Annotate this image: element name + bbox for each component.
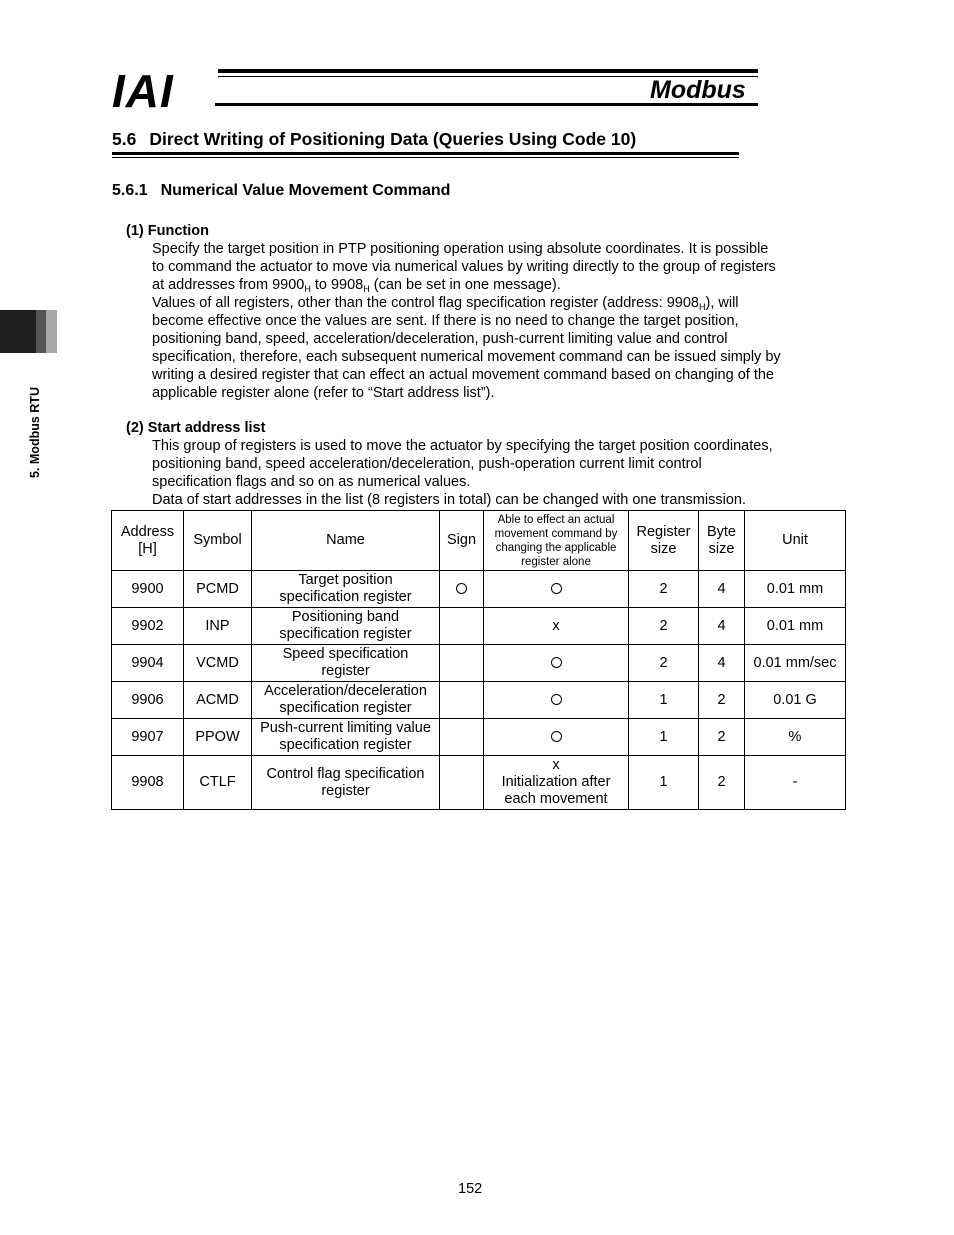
text-line: Values of all registers, other than the control flag specification register (address: $9908_H$), will	[152, 295, 739, 312]
cell-sign	[440, 682, 484, 719]
cell-symbol: INP	[184, 608, 252, 645]
cell-name: Acceleration/deceleration specification register	[252, 682, 440, 719]
table-row	[112, 645, 846, 682]
cell-sign	[440, 645, 484, 682]
cell-symbol: PPOW	[184, 719, 252, 756]
cell-address: 9904	[112, 645, 184, 682]
cell-address: 9907	[112, 719, 184, 756]
circle-icon	[551, 731, 562, 742]
section-rule	[112, 152, 739, 155]
function-paragraph	[152, 240, 842, 402]
table-row	[112, 571, 846, 608]
cell-address: 9908	[112, 756, 184, 810]
cell-register-size: 1	[629, 682, 699, 719]
circle-icon	[551, 694, 562, 705]
cell-symbol: ACMD	[184, 682, 252, 719]
cell-byte-size: 4	[699, 571, 745, 608]
cell-able	[484, 719, 629, 756]
cell-able	[484, 571, 629, 608]
table-row	[112, 756, 846, 810]
cell-unit: 0.01 G	[745, 682, 846, 719]
page-number: 152	[458, 1181, 483, 1197]
cell-sign	[440, 608, 484, 645]
start-list-paragraph	[152, 437, 842, 509]
function-heading-text: Function	[147, 223, 209, 239]
doc-title: Modbus	[650, 76, 746, 104]
cell-name: Control flag specification register	[252, 756, 440, 810]
subsection-title-text: Numerical Value Movement Command	[160, 182, 451, 199]
text-line: become effective once the values are sent. If there is no need to change the target position,	[152, 313, 739, 329]
table-header-row	[112, 511, 846, 571]
cell-sign	[440, 756, 484, 810]
cell-byte-size: 2	[699, 756, 745, 810]
iai-logo: IAI	[112, 65, 174, 117]
header-name: Name	[252, 511, 440, 571]
start-list-heading-text: Start address list	[147, 420, 266, 436]
cell-register-size: 2	[629, 608, 699, 645]
text-line: positioning band, speed acceleration/deceleration, push-operation current limit control	[152, 456, 702, 472]
header-unit: Unit	[745, 511, 846, 571]
cell-able	[484, 682, 629, 719]
text-line: applicable register alone (refer to “Start address list”).	[152, 385, 495, 401]
cell-byte-size: 2	[699, 682, 745, 719]
cell-able	[484, 645, 629, 682]
table-row	[112, 682, 846, 719]
subsection-title	[112, 182, 450, 200]
cell-unit: %	[745, 719, 846, 756]
cell-register-size: 1	[629, 719, 699, 756]
cell-address: 9906	[112, 682, 184, 719]
cell-symbol: VCMD	[184, 645, 252, 682]
cell-sign	[440, 719, 484, 756]
section-rule	[112, 157, 739, 158]
cell-register-size: 1	[629, 756, 699, 810]
cell-name: Positioning band specification register	[252, 608, 440, 645]
start-list-heading	[126, 420, 265, 436]
chapter-tab	[0, 310, 36, 353]
header-sign: Sign	[440, 511, 484, 571]
table-row	[112, 719, 846, 756]
chapter-label: 5. Modbus RTU	[28, 387, 42, 478]
text-line: writing a desired register that can effect an actual movement command based on changing of the	[152, 367, 774, 383]
cell-name: Speed specification register	[252, 645, 440, 682]
circle-icon	[551, 583, 562, 594]
register-table	[111, 510, 846, 810]
cell-name: Push-current limiting value specification register	[252, 719, 440, 756]
cell-unit: 0.01 mm	[745, 608, 846, 645]
header-byte-size: Byte size	[699, 511, 745, 571]
circle-icon	[551, 657, 562, 668]
cell-address: 9902	[112, 608, 184, 645]
cell-byte-size: 4	[699, 608, 745, 645]
chapter-tab	[46, 310, 57, 353]
section-title-text: Direct Writing of Positioning Data (Queries Using Code 10)	[149, 129, 637, 149]
cell-unit: -	[745, 756, 846, 810]
text-line: Specify the target position in PTP positioning operation using absolute coordinates. It is possible	[152, 241, 769, 257]
header-address: Address [H]	[112, 511, 184, 571]
header-rule	[218, 69, 758, 73]
cell-able: x Initialization after each movement	[484, 756, 629, 810]
function-number: (1)	[126, 223, 144, 239]
section-title	[112, 129, 636, 150]
header-able: Able to effect an actual movement command by changing the applicable register alone	[484, 511, 629, 571]
cell-symbol: PCMD	[184, 571, 252, 608]
text-line: Data of start addresses in the list (8 registers in total) can be changed with one transmission.	[152, 492, 746, 508]
subsection-number: 5.6.1	[112, 182, 148, 199]
cell-able: x	[484, 608, 629, 645]
cell-name: Target position specification register	[252, 571, 440, 608]
cell-unit: 0.01 mm/sec	[745, 645, 846, 682]
cell-register-size: 2	[629, 645, 699, 682]
chapter-tab	[36, 310, 46, 353]
cell-address: 9900	[112, 571, 184, 608]
text-line: This group of registers is used to move the actuator by specifying the target position coordinates,	[152, 438, 773, 454]
text-line: specification flags and so on as numerical values.	[152, 474, 471, 490]
cell-unit: 0.01 mm	[745, 571, 846, 608]
text-line: specification, therefore, each subsequent numerical movement command can be issued simply by	[152, 349, 781, 365]
text-line: positioning band, speed, acceleration/deceleration, push-current limiting value and control	[152, 331, 728, 347]
cell-byte-size: 4	[699, 645, 745, 682]
table-row	[112, 608, 846, 645]
start-list-number: (2)	[126, 420, 144, 436]
cell-register-size: 2	[629, 571, 699, 608]
header-symbol: Symbol	[184, 511, 252, 571]
text-line: at addresses from $9900_H$ to $9908_H$ (can be set in one message).	[152, 277, 561, 294]
header-register-size: Register size	[629, 511, 699, 571]
cell-symbol: CTLF	[184, 756, 252, 810]
cell-byte-size: 2	[699, 719, 745, 756]
section-number: 5.6	[112, 129, 137, 149]
circle-icon	[456, 583, 467, 594]
function-heading	[126, 223, 209, 239]
cell-sign	[440, 571, 484, 608]
text-line: to command the actuator to move via numerical values by writing directly to the group of registers	[152, 259, 776, 275]
